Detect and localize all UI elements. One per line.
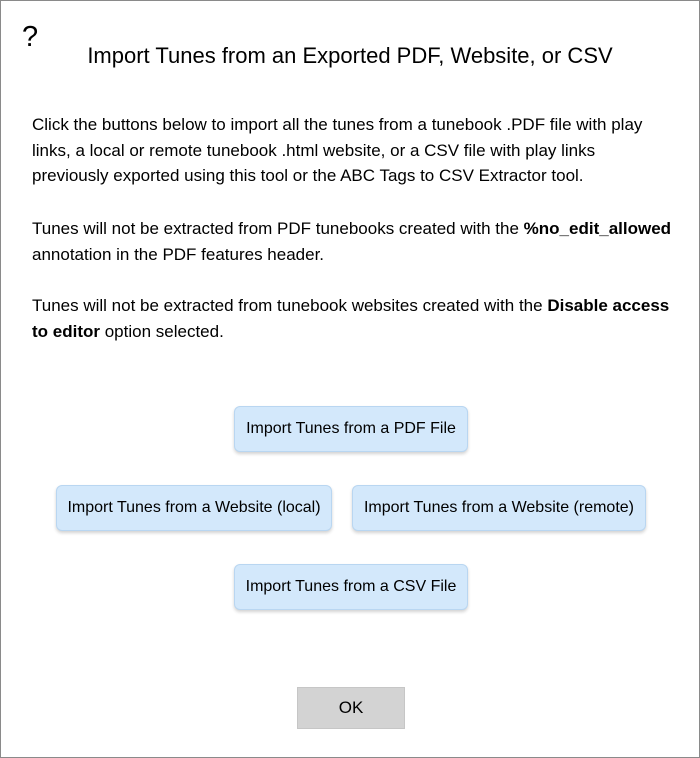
import-csv-button[interactable]: Import Tunes from a CSV File [234,564,468,610]
pdf-restriction-paragraph [32,216,672,267]
help-question-icon[interactable]: ? [22,21,39,53]
ok-button[interactable]: OK [297,687,405,729]
pdf-restriction-text-after: annotation in the PDF features header. [32,244,325,264]
website-restriction-text-before: Tunes will not be extracted from tunebook websites created with the [32,296,548,315]
import-website-remote-button[interactable]: Import Tunes from a Website (remote) [352,485,646,531]
website-restriction-paragraph [32,293,672,344]
website-restriction-text-after: option selected. [100,321,224,341]
pdf-restriction-text-before: Tunes will not be extracted from PDF tunebooks created with the [32,219,524,238]
import-website-local-button[interactable]: Import Tunes from a Website (local) [56,485,332,531]
import-pdf-button[interactable]: Import Tunes from a PDF File [234,406,468,452]
no-edit-allowed-annotation: %no_edit_allowed [523,219,672,238]
disable-access-option: Disable access to editor [32,296,670,341]
instructions-paragraph: Click the buttons below to import all the tunes from a tunebook .PDF file with play links, a local or remote tunebook .html website, or a CSV file with play links previously exported using this tool or the ABC Tags to CSV Extractor tool. [32,115,643,185]
dialog-title: Import Tunes from an Exported PDF, Website, or CSV [87,43,613,68]
